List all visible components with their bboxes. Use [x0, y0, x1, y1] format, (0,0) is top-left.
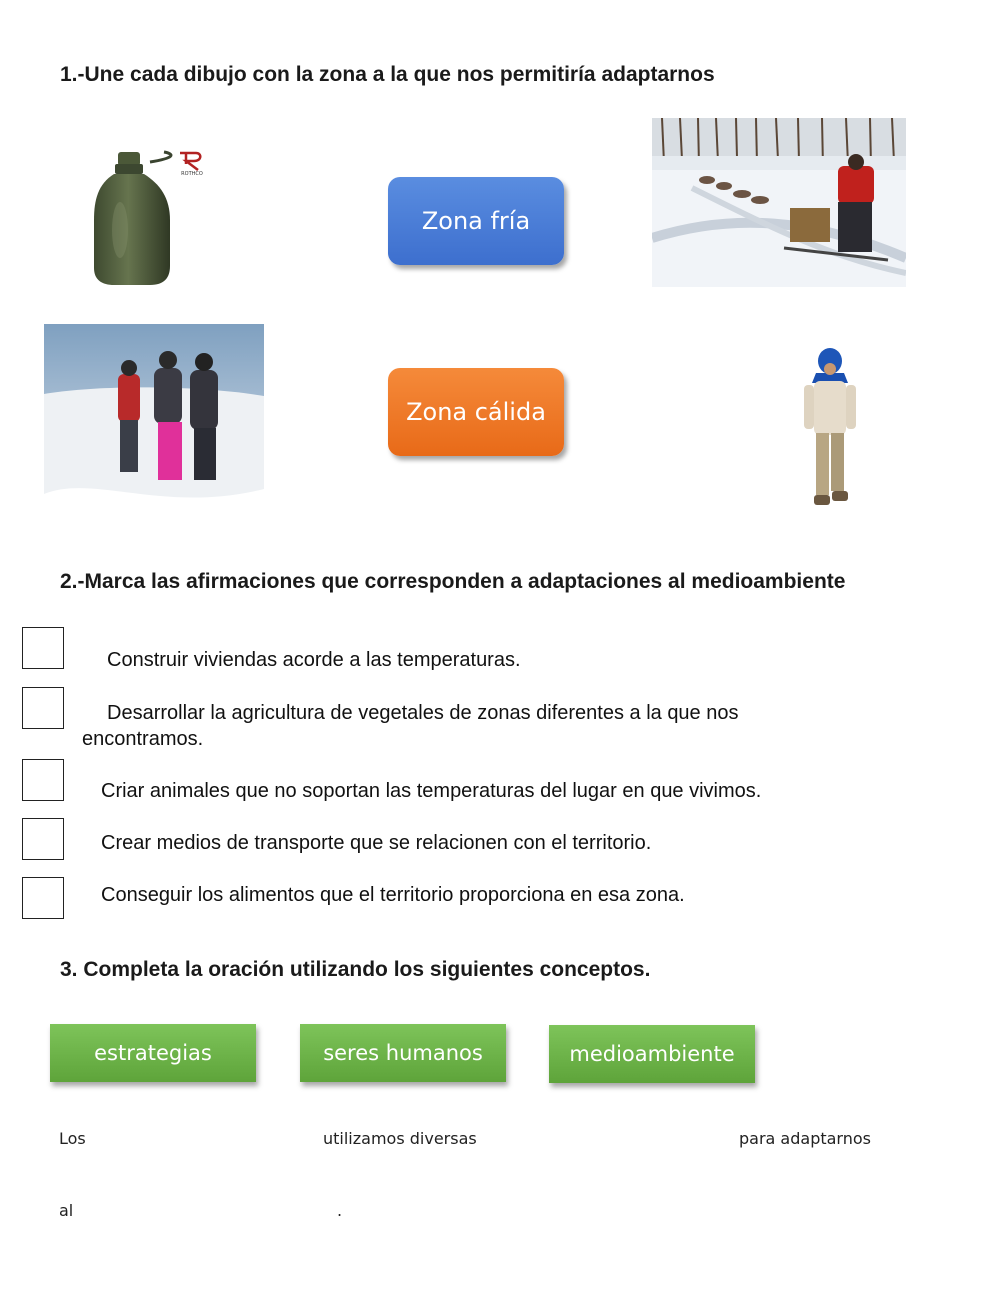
statement-3: Criar animales que no soportan las temperaturas del lugar en que vivimos.: [101, 780, 762, 802]
sentence-utilizamos-diversas: utilizamos diversas: [323, 1129, 477, 1148]
word-medioambiente-label: medioambiente: [569, 1042, 735, 1066]
section1-title: 1.-Une cada dibujo con la zona a la que nos permitiría adaptarnos: [60, 63, 715, 86]
rothco-logo: [172, 150, 212, 176]
word-seres-humanos[interactable]: [300, 1024, 506, 1082]
word-estrategias-label: estrategias: [94, 1041, 212, 1065]
dog-sled-image[interactable]: [652, 118, 906, 287]
zona-fria-label: Zona fría: [421, 207, 531, 235]
blank-1[interactable]: [100, 1122, 310, 1148]
statement-2-continuation: encontramos.: [82, 728, 204, 750]
checkbox-4[interactable]: [22, 818, 64, 860]
hikers-snow-image[interactable]: [44, 324, 264, 536]
sentence-al: al: [59, 1201, 74, 1220]
svg-text:ROTHCO: ROTHCO: [181, 171, 203, 176]
zona-calida-button[interactable]: [388, 368, 564, 456]
sentence-los: Los: [59, 1129, 86, 1148]
sentence-para-adaptarnos: para adaptarnos: [739, 1129, 871, 1148]
checkbox-5[interactable]: [22, 877, 64, 919]
section3-title: 3. Completa la oración utilizando los siguientes conceptos.: [60, 958, 651, 981]
section2-title: 2.-Marca las afirmaciones que corresponden a adaptaciones al medioambiente: [60, 570, 846, 593]
blank-3[interactable]: [85, 1194, 330, 1220]
zona-fria-button[interactable]: [388, 177, 564, 265]
blank-2[interactable]: [490, 1122, 730, 1148]
desert-walker-image[interactable]: [790, 345, 870, 515]
checkbox-1[interactable]: [22, 627, 64, 669]
statement-5: Conseguir los alimentos que el territorio proporciona en esa zona.: [101, 884, 685, 906]
word-medioambiente[interactable]: [549, 1025, 755, 1083]
checkbox-3[interactable]: [22, 759, 64, 801]
zona-calida-label: Zona cálida: [406, 398, 546, 426]
statement-2: Desarrollar la agricultura de vegetales de zonas diferentes a la que nos: [107, 702, 739, 724]
statement-1: Construir viviendas acorde a las temperaturas.: [107, 649, 521, 671]
statement-4: Crear medios de transporte que se relacionen con el territorio.: [101, 832, 652, 854]
word-seres-humanos-label: seres humanos: [323, 1041, 483, 1065]
checkbox-2[interactable]: [22, 687, 64, 729]
sentence-period: .: [337, 1201, 343, 1220]
word-estrategias[interactable]: [50, 1024, 256, 1082]
